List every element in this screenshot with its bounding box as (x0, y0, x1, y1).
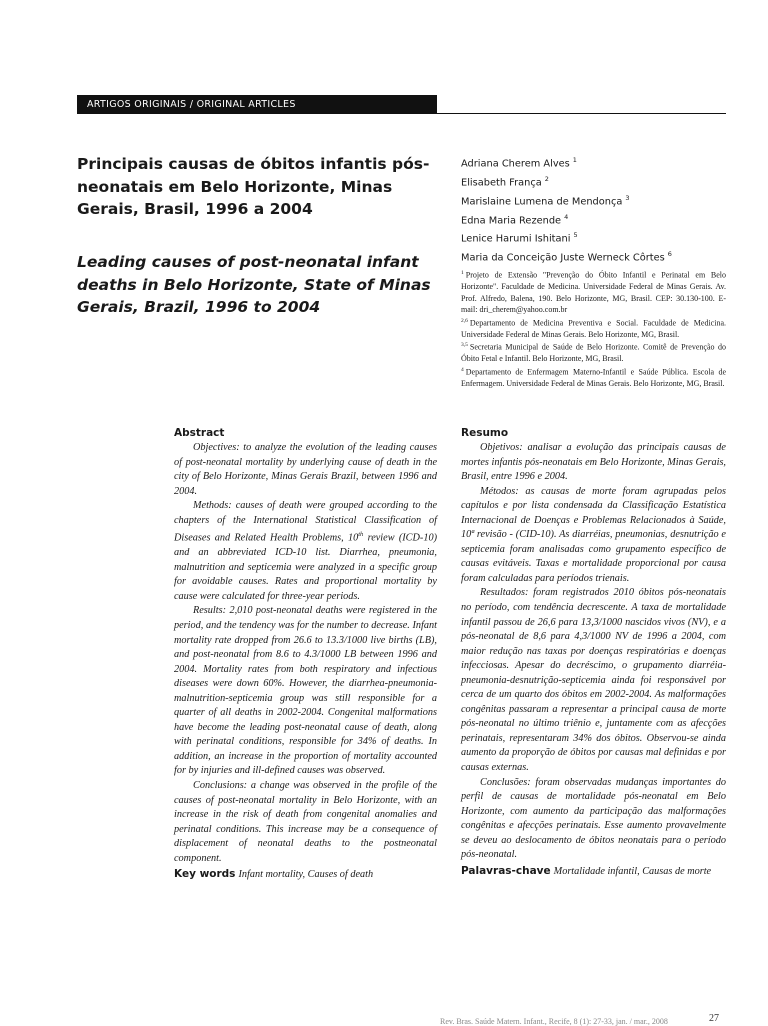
abstract-english (174, 426, 437, 883)
palavras-chave-text: Mortalidade infantil, Causas de morte (553, 865, 712, 877)
keywords-label: Key words (174, 868, 236, 881)
author: Elisabeth França $^2$ (461, 174, 549, 189)
journal-footer: Rev. Bras. Saúde Matern. Infant., Recife, 8 (1): 27-33, jan. / mar., 2008 (440, 1017, 668, 1026)
page-number: 27 (709, 1013, 719, 1024)
abstract-conclusions: Conclusions: a change was observed in the profile of the causes of post-neonatal mortality in Belo Horizonte, with an increase in the risk of death from congenital anomalies and perinatal conditions. This increase may be a consequence of displacement of neonatal deaths to the postneonatal component. (174, 779, 437, 864)
abstract-methods: Methods: causes of death were grouped according to the chapters of the International Statistical Classification of Diseases and Related Health Problems, 10th review (ICD-10) and an abbreviated ICD-10 list. Diarrhea, pneumonia, malnutrition and septicemia were analyzed in a specific group for avoidable causes. Rates and proportional mortality by cause were calculated for three-year periods. (174, 500, 437, 602)
section-label: ARTIGOS ORIGINAIS / ORIGINAL ARTICLES (77, 95, 437, 114)
abstract-keywords (174, 867, 437, 883)
affiliation: $^4$ Departamento de Enfermagem Materno-Infantil e Saúde Pública. Escola de Enfermagem. Universidade Federal de Minas Gerais. Belo Horizonte, MG, Brasil. (461, 366, 726, 389)
resumo-metodos: Métodos: as causas de morte foram agrupadas pelos capítulos e por lista condensada da Classificação Estatística Internacional de Doenças e Problemas Relacionados à Saúde, 10ª revisão - (CID-10). As diarréias, pneumonias, desnutrição e septicemia foram analisadas como grupamento específico de causas evitáveis. Taxas e mortalidade proporcional por causa foram calculadas para períodos trienais. (461, 485, 726, 584)
author: Adriana Cherem Alves $^1$ (461, 156, 577, 170)
abstract-portuguese (461, 426, 726, 879)
title-english: Leading causes of post-neonatal infant deaths in Belo Horizonte, State of Minas Gerais, Brazil, 1996 to 2004 (77, 253, 431, 316)
author: Edna Maria Rezende $^4$ (461, 212, 569, 226)
title-portuguese: Principais causas de óbitos infantis pós-neonatais em Belo Horizonte, Minas Gerais, Brasil, 1996 a 2004 (77, 155, 430, 218)
resumo-conclusoes: Conclusões: foram observadas mudanças importantes do perfil de causas de mortalidade pós-neonatal em Belo Horizonte, com aumento da participação das malformações congênitas e afecções perinatais. Esse aumento provavelmente se deveu ao deslocamento de óbitos neonatais para o período pós-neonatal. (461, 776, 726, 861)
author: Lenice Harumi Ishitani $^5$ (461, 231, 578, 245)
affiliation: $^1$ Projeto de Extensão "Prevenção do Óbito Infantil e Perinatal em Belo Horizonte". Faculdade de Medicina. Universidade Federal de Minas Gerais. Av. Prof. Alfredo, Balena, 190. Belo Horizonte, MG, Brasil. CEP: 30.130-100. E-mail: dri_cherem@yahoo.com.br (461, 270, 726, 315)
author-list (461, 153, 731, 266)
affiliation: $^{3,5}$ Secretaria Municipal de Saúde de Belo Horizonte. Comitê de Prevenção do Óbito Fetal e Infantil. Belo Horizonte, MG, Brasil. (461, 342, 726, 364)
affiliation: $^{2,6}$ Departamento de Medicina Preventiva e Social. Faculdade de Medicina. Universidade Federal de Minas Gerais. Belo Horizonte, MG, Brasil. (461, 317, 726, 339)
abstract-results: Results: 2,010 post-neonatal deaths were registered in the period, and the tendency was for the number to decrease. Infant mortality rate dropped from 26.6 to 13.3/1000 live births (LB), and post-neonatal from 8.6 to 4.3/1000 LB between 1996 and 2004. Mortality rates from both respiratory and infectious diseases were down 60%. However, the diarrhea-pneumonia-malnutrition-septicemia group was still responsible for a quarter of all deaths in 2002-2004. Congenital malformations have become the leading post-neonatal cause of death, along with perinatal conditions, responsible for 34% of deaths. In addition, an increase in the proportion of mortality accounted for by injuries and ill-defined causes was observed. (174, 605, 437, 777)
resumo-keywords (461, 864, 726, 880)
abstract-heading: Abstract (174, 427, 225, 439)
palavras-chave-label: Palavras-chave (461, 864, 551, 877)
resumo-resultados: Resultados: foram registrados 2010 óbitos pós-neonatais no período, com tendência decrescente. A taxa de mortalidade infantil passou de 26,6 para 13,3/1000 nascidos vivos (NV), e a pós-neonatal de 8,6 para 4,3/1000 NV de 1996 a 2004, com maior redução nas taxas por doenças respiratórias e doenças infecciosas. Apesar do decréscimo, o grupamento diarréia-pneumonia-desnutrição-septicemia ainda foi responsável por cerca de um quarto dos óbitos em 2002-2004. As malformações congênitas passaram a representar a principal causa de morte pós-neonatal no último triênio e, juntamente com as afecções perinatais, representaram 34% dos óbitos. Observou-se ainda aumento da proporção de óbitos por causas mal definidas e por causas externas. (461, 587, 726, 774)
keywords-text: Infant mortality, Causes of death (238, 869, 374, 881)
resumo-heading: Resumo (461, 427, 509, 439)
affiliations (461, 268, 726, 390)
header-rule (437, 113, 726, 114)
author: Maria da Conceição Juste Werneck Côrtes $^6$ (461, 250, 672, 264)
author: Marislaine Lumena de Mendonça $^3$ (461, 193, 630, 207)
resumo-objetivos: Objetivos: analisar a evolução das principais causas de mortes infantis pós-neonatais em Belo Horizonte, Minas Gerais, Brasil, entre 1996 e 2004. (461, 442, 726, 483)
abstract-objectives: Objectives: to analyze the evolution of the leading causes of post-neonatal mortality by underlying cause of death in the city of Belo Horizonte, Minas Gerais Brazil, between 1996 and 2004. (174, 442, 437, 497)
